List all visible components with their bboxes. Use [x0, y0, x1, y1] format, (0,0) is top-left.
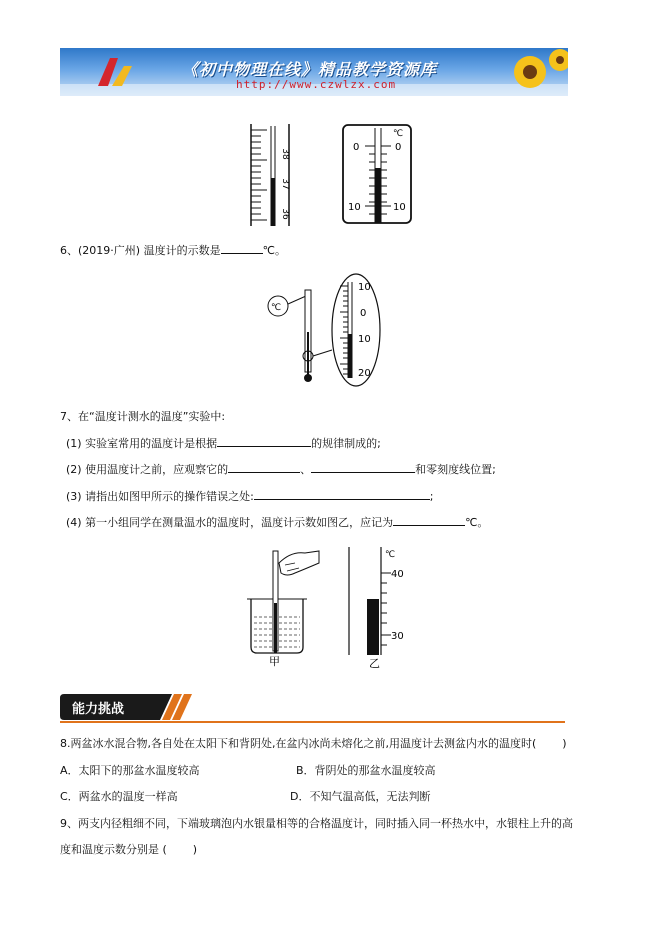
q9-line-1: 9、两支内径粗细不同，下端玻璃泡内水银量相等的合格温度计，同时插入同一杯热水中，水银柱上升的高: [60, 817, 573, 830]
q6-source: 2019·广州: [82, 244, 136, 257]
q6-mid: ) 温度计的示数是: [135, 244, 221, 257]
q8-option-a[interactable]: A．太阳下的那盆水温度较高: [60, 764, 200, 777]
q7-sub-1: [66, 436, 381, 451]
q7-sub-4: [66, 515, 488, 530]
unit-label: ℃: [385, 550, 396, 560]
q7-sub-2: [66, 462, 496, 477]
thermometer-left: [251, 124, 290, 226]
q9-line-2: [60, 843, 197, 857]
q6-prefix: 6、(: [60, 244, 83, 257]
banner-title: 《初中物理在线》精品教学资源库: [182, 60, 438, 79]
figure-label-yi: 乙: [369, 657, 380, 669]
bubble-unit-label: ℃: [271, 303, 282, 313]
tick-label: 0: [395, 142, 402, 153]
tick-label: 20: [358, 368, 371, 379]
thermometer-right: [343, 125, 411, 223]
answer-blank[interactable]: [254, 489, 430, 500]
q7-s4a: (4) 第一小组同学在测量温水的温度时，温度计示数如图乙，应记为: [66, 516, 394, 529]
q8-option-b[interactable]: B．背阴处的那盆水温度较高: [296, 764, 436, 777]
q8-stem-end: ): [562, 737, 567, 750]
answer-blank[interactable]: [311, 462, 415, 473]
figure-label-jia: 甲: [269, 655, 280, 668]
q8-stem: 8.两盆冰水混合物,各自处在太阳下和背阴处,在盆内冰尚未熔化之前,用温度计去测盆内水的温度时(: [60, 737, 537, 750]
q7-s2c: 和零刻度线位置;: [415, 463, 496, 476]
tick-label: 0: [353, 142, 360, 153]
q7-figures: [245, 543, 415, 669]
q7-sub-3: [66, 489, 434, 504]
figure-yi-scale: [349, 547, 404, 669]
q7-s2a: (2) 使用温度计之前，应观察它的: [66, 463, 229, 476]
tick-label: 10: [348, 202, 361, 213]
banner-url: http://www.czwlzx.com: [236, 78, 397, 91]
answer-blank[interactable]: [217, 436, 311, 447]
q7-s3b: ;: [429, 490, 434, 503]
q8-option-d[interactable]: D．不知气温高低，无法判断: [290, 790, 431, 803]
header-banner: [60, 48, 568, 96]
q7-s4b: ℃。: [465, 516, 489, 529]
answer-blank[interactable]: [393, 515, 465, 526]
figure-jia-beaker: [247, 551, 319, 668]
tick-label: 0: [360, 308, 367, 319]
tick-label: 36: [280, 208, 290, 220]
q9-line-2-text: 度和温度示数分别是 (: [60, 843, 167, 856]
question-6: [60, 243, 286, 258]
q7-s2b: 、: [300, 463, 312, 476]
q9-line-2-end: ): [192, 843, 198, 856]
answer-blank[interactable]: [221, 243, 263, 254]
section-title: 能力挑战: [72, 702, 125, 717]
tick-label: 38: [280, 148, 290, 160]
question-8: [60, 737, 567, 751]
section-divider: [60, 721, 565, 723]
tick-label: 10: [358, 334, 371, 345]
q7-s3a: (3) 请指出如图甲所示的操作错误之处:: [66, 490, 254, 503]
top-thermometer-figures: [245, 122, 415, 226]
tick-label: 10: [393, 202, 406, 213]
q7-s1b: 的规律制成的;: [311, 437, 381, 450]
tick-label: 40: [391, 569, 404, 580]
q6-suffix: ℃。: [262, 244, 286, 257]
q6-thermometer-figure: [262, 272, 388, 390]
q7-stem: 7、在“温度计测水的温度”实验中:: [60, 410, 226, 423]
tick-label: 10: [358, 282, 371, 293]
unit-label: ℃: [393, 129, 404, 139]
q7-s1a: (1) 实验室常用的温度计是根据: [66, 437, 218, 450]
answer-blank[interactable]: [228, 462, 300, 473]
tick-label: 37: [280, 178, 290, 190]
q8-option-c[interactable]: C．两盆水的温度一样高: [60, 790, 178, 803]
tick-label: 30: [391, 631, 404, 642]
